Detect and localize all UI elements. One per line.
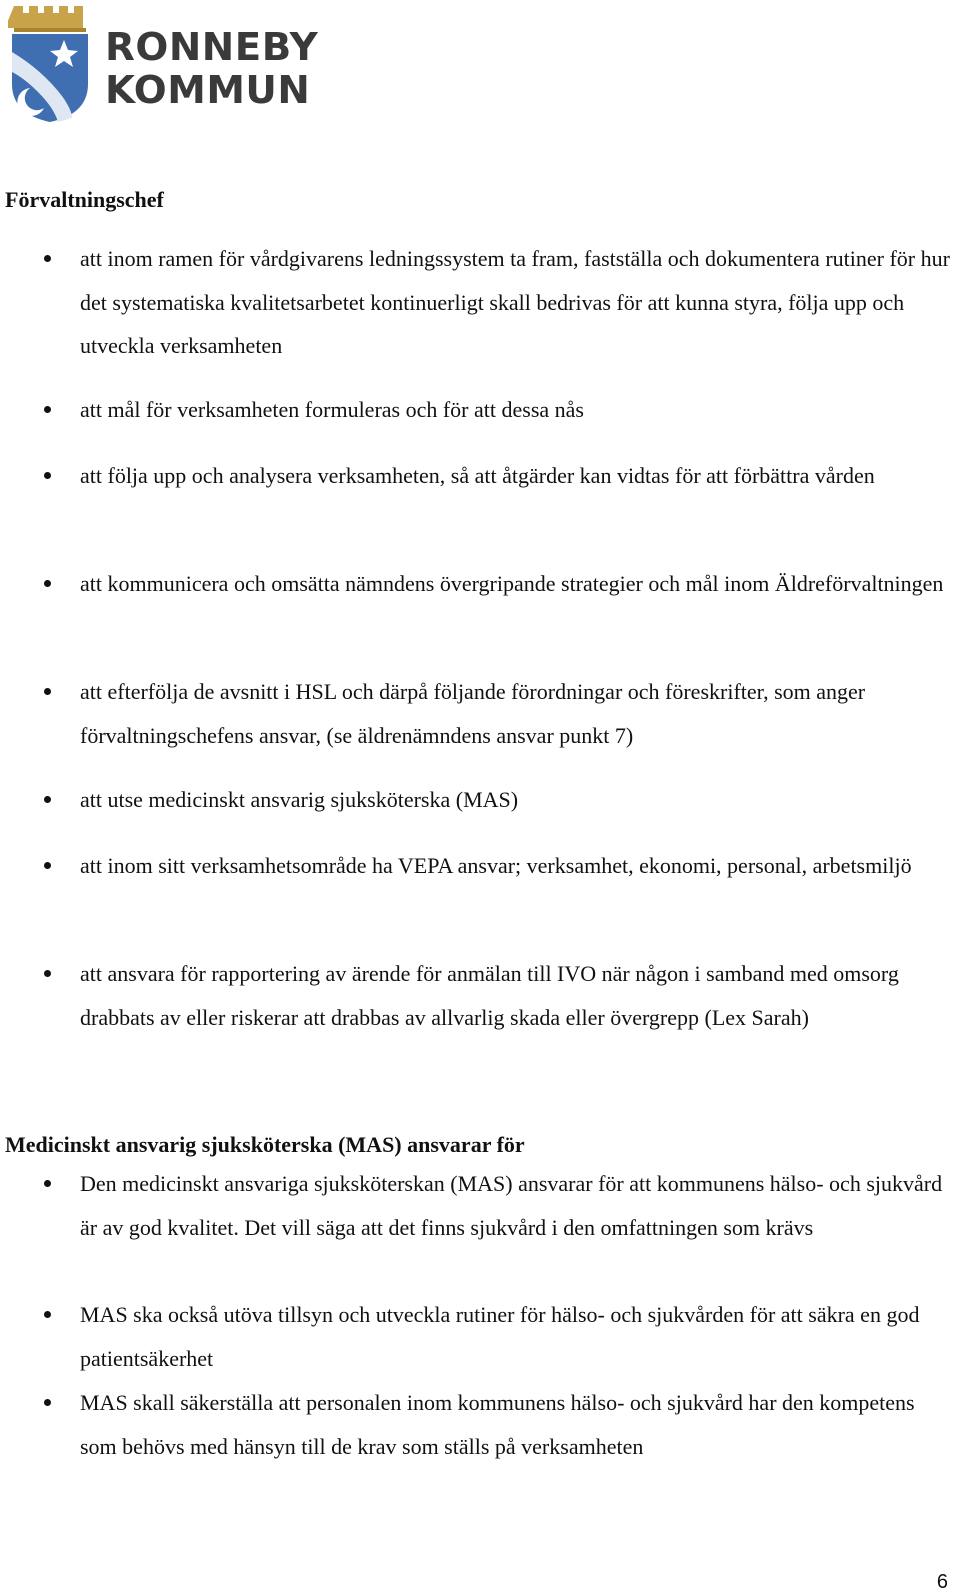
list-item-text: att utse medicinskt ansvarig sjuksköterska (MAS) (80, 787, 519, 812)
list-item (80, 844, 955, 888)
list-item (80, 1381, 955, 1468)
bullet-icon (44, 796, 51, 803)
list-item-text: att efterfölja de avsnitt i HSL och därpå följande förordningar och föreskrifter, som anger förvaltningschefens ansvar, (se äldrenämndens ansvar punkt 7) (80, 679, 866, 748)
coat-of-arms-icon (8, 2, 92, 124)
bullet-icon (44, 406, 51, 413)
bullet-icon (44, 580, 51, 587)
list-item-text: att mål för verksamheten formuleras och för att dessa nås (80, 397, 584, 422)
list-item-text: MAS ska också utöva tillsyn och utveckla rutiner för hälso- och sjukvården för att säkra en god patientsäkerhet (80, 1302, 920, 1371)
ronneby-kommun-logo (8, 2, 328, 124)
list-item (80, 562, 955, 606)
bullet-icon (44, 472, 51, 479)
page-number: 6 (936, 1571, 948, 1593)
list-item (80, 670, 955, 757)
bullet-icon (44, 1180, 51, 1187)
list-item (80, 778, 955, 822)
bullet-icon (44, 970, 51, 977)
list-item-text: MAS skall säkerställa att personalen inom kommunens hälso- och sjukvård har den kompetens som behövs med hänsyn till de krav som ställs på verksamheten (80, 1390, 915, 1459)
list-item (80, 237, 955, 368)
bullet-icon (44, 688, 51, 695)
list-item-text: att följa upp och analysera verksamheten, så att åtgärder kan vidtas för att förbättra vården (80, 463, 875, 488)
list-item-text: Den medicinskt ansvariga sjuksköterskan (MAS) ansvarar för att kommunens hälso- och sjukvård är av god kvalitet. Det vill säga att det finns sjukvård i den omfattningen som krävs (80, 1171, 943, 1240)
list-item (80, 952, 955, 1039)
bullet-icon (44, 255, 51, 262)
list-item-text: att inom ramen för vårdgivarens ledningssystem ta fram, fastställa och dokumentera rutiner för hur det systematiska kvalitetsarbetet kontinuerligt skall bedrivas för att kunna styra, följa upp och utveckla verksamheten (80, 246, 950, 358)
list-item-text: att ansvara för rapportering av ärende för anmälan till IVO när någon i samband med omsorg drabbats av eller riskerar att drabbas av allvarlig skada eller övergrepp (Lex Sarah) (80, 961, 899, 1030)
list-item (80, 1162, 955, 1249)
bullet-icon (44, 862, 51, 869)
list-item (80, 388, 955, 432)
logo-line-2: KOMMUN (105, 68, 311, 112)
section-heading-forvaltningschef: Förvaltningschef (5, 187, 164, 212)
bullet-icon (44, 1399, 51, 1406)
bullet-icon (44, 1311, 51, 1318)
section-heading-mas: Medicinskt ansvarig sjuksköterska (MAS) ansvarar för (5, 1132, 525, 1157)
list-item (80, 454, 955, 498)
list-item-text: att kommunicera och omsätta nämndens övergripande strategier och mål inom Äldreförvaltningen (80, 571, 944, 596)
logo-line-1: RONNEBY (105, 25, 319, 69)
logo-wordmark (105, 25, 319, 112)
list-item-text: att inom sitt verksamhetsområde ha VEPA ansvar; verksamhet, ekonomi, personal, arbetsmiljö (80, 853, 912, 878)
list-item (80, 1293, 955, 1380)
